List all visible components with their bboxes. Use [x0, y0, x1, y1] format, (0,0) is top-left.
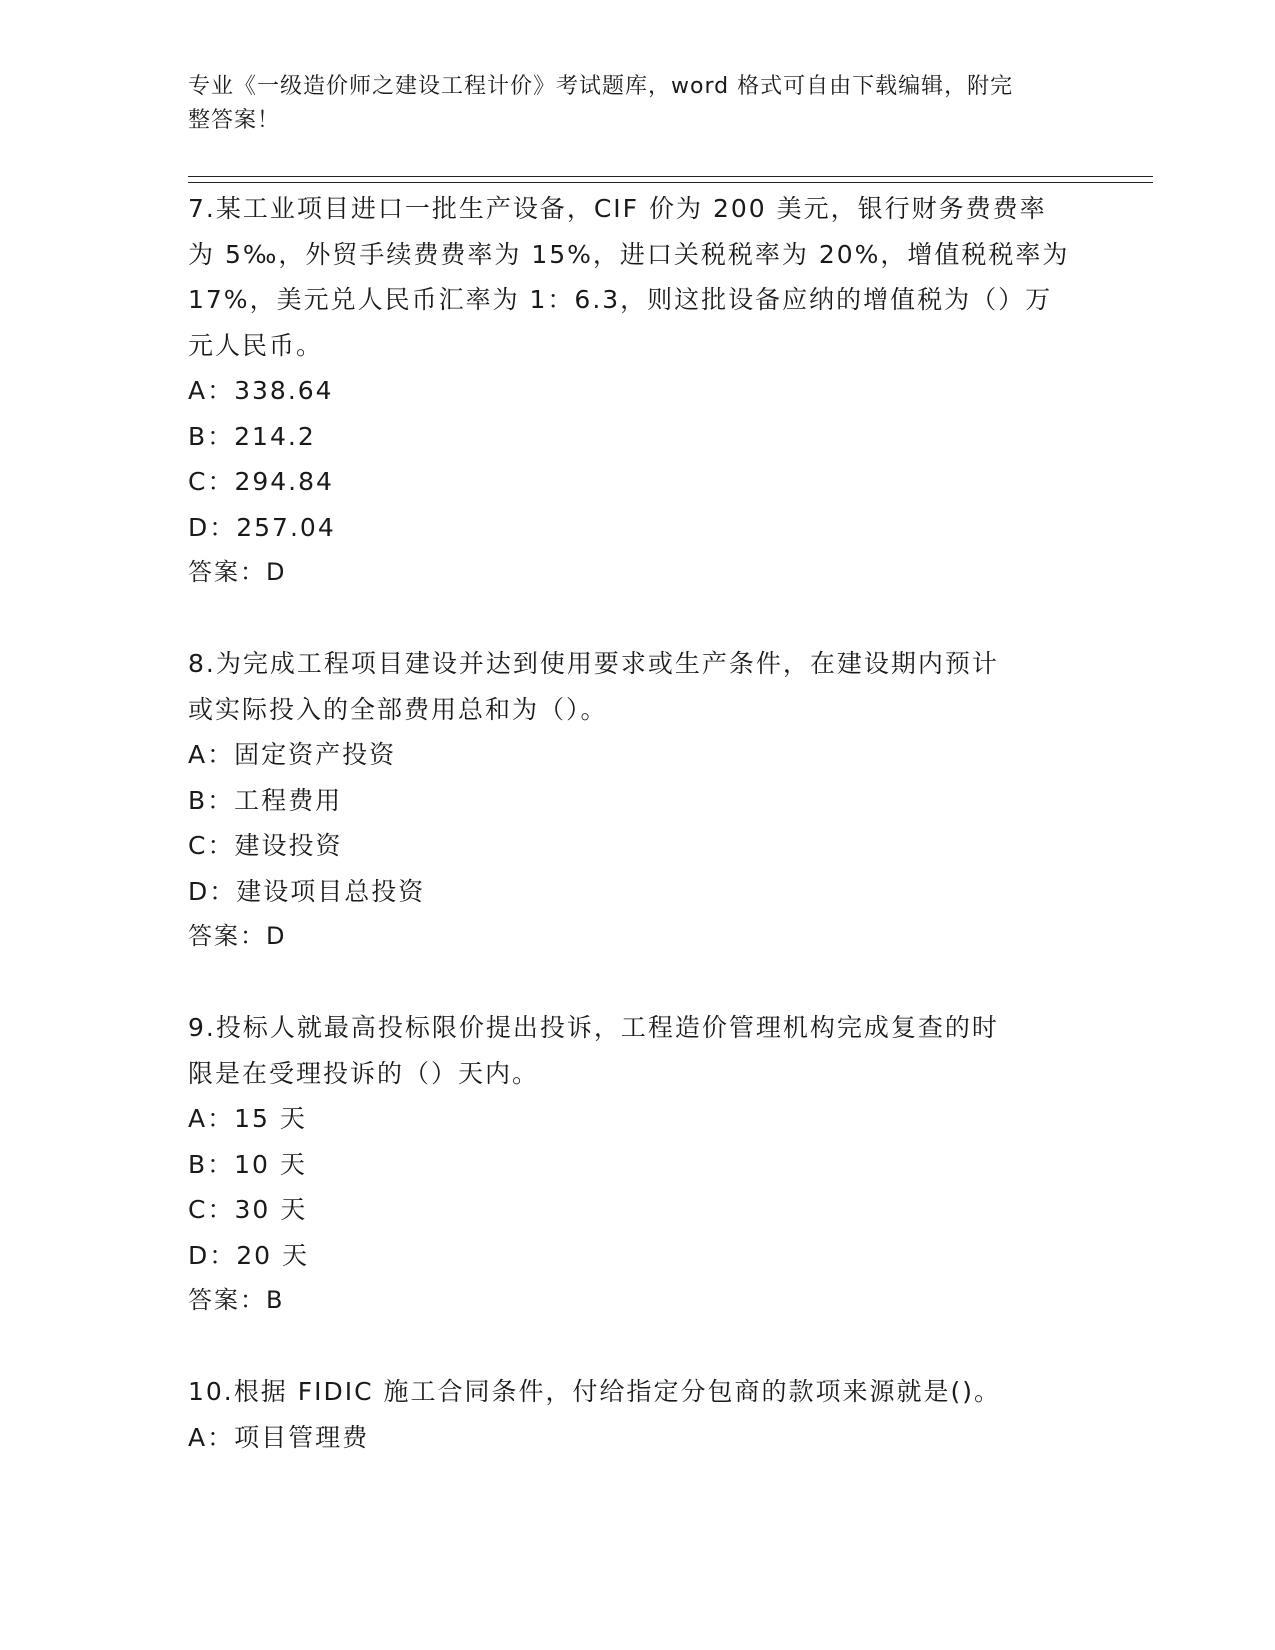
option-a: A：项目管理费	[188, 1422, 370, 1452]
option-b: B：10 天	[188, 1149, 307, 1179]
question-8	[188, 641, 1088, 960]
question-list	[188, 186, 1088, 1460]
spacer	[188, 1324, 1088, 1370]
question-text-line: 限是在受理投诉的（）天内。	[188, 1058, 540, 1088]
option-d: D：257.04	[188, 512, 336, 542]
option-c: C：30 天	[188, 1195, 308, 1224]
option-a: A：15 天	[188, 1104, 307, 1133]
question-text-line: 元人民币。	[188, 330, 324, 360]
spacer	[188, 960, 1088, 1006]
header-divider-bottom	[188, 182, 1153, 183]
question-text-line: 17%，美元兑人民币汇率为 1：6.3，则这批设备应纳的增值税为（）万	[188, 285, 1053, 314]
answer: 答案：D	[188, 558, 287, 586]
option-a: A：固定资产投资	[188, 740, 397, 769]
option-a: A：338.64	[188, 376, 334, 405]
question-text-line: 或实际投入的全部费用总和为（）。	[188, 694, 608, 724]
question-10	[188, 1369, 1088, 1460]
question-text-line: 8.为完成工程项目建设并达到使用要求或生产条件，在建设期内预计	[188, 649, 999, 678]
option-b: B：工程费用	[188, 785, 343, 815]
answer: 答案：D	[188, 922, 287, 950]
spacer	[188, 596, 1088, 642]
option-d: D：20 天	[188, 1240, 310, 1270]
header-line-1: 专业《一级造价师之建设工程计价》考试题库，word 格式可自由下载编辑，附完	[188, 74, 1014, 99]
question-7	[188, 186, 1088, 596]
question-9	[188, 1005, 1088, 1324]
option-c: C：建设投资	[188, 831, 343, 860]
header-divider-top	[188, 176, 1153, 177]
header-line-2: 整答案！	[188, 108, 281, 133]
option-c: C：294.84	[188, 467, 334, 496]
question-text-line: 为 5‰，外贸手续费费率为 15%，进口关税税率为 20%，增值税税率为	[188, 239, 1070, 269]
question-text-line: 7.某工业项目进口一批生产设备，CIF 价为 200 美元，银行财务费费率	[188, 194, 1047, 223]
question-text-line: 10.根据 FIDIC 施工合同条件，付给指定分包商的款项来源就是()。	[188, 1377, 1001, 1406]
document-header	[188, 70, 1088, 138]
option-d: D：建设项目总投资	[188, 876, 426, 906]
answer: 答案：B	[188, 1286, 285, 1314]
option-b: B：214.2	[188, 421, 316, 451]
question-text-line: 9.投标人就最高投标限价提出投诉，工程造价管理机构完成复查的时	[188, 1013, 999, 1042]
